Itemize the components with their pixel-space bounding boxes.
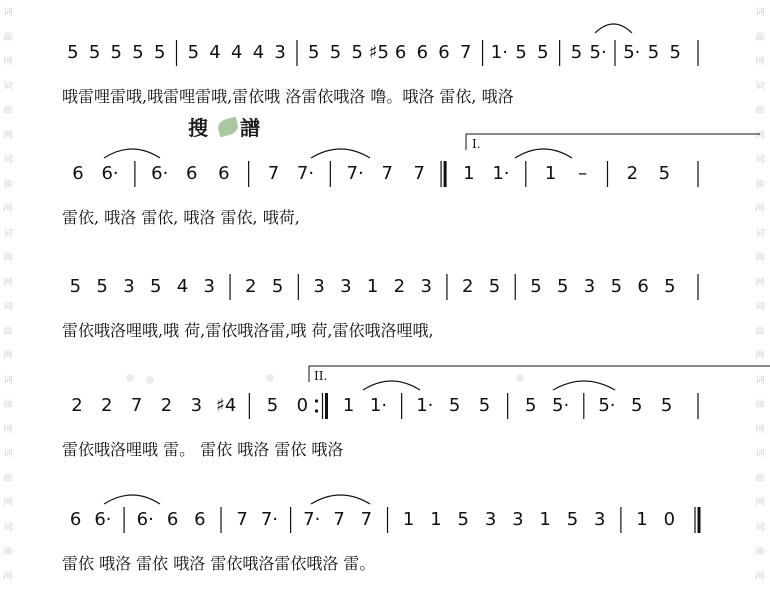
lyric-line: 雷依, 哦洛 雷依, 哦洛 雷依, 哦荷, (62, 208, 300, 227)
jianpu-note: 6· (136, 509, 154, 530)
jianpu-note: 5 (96, 276, 108, 297)
jianpu-note: 5· (589, 42, 607, 63)
jianpu-note: 2 (461, 276, 474, 297)
jianpu-note: 1· (492, 163, 510, 184)
watermark-char: 曲 (3, 400, 13, 410)
jianpu-note: 6 (72, 163, 84, 184)
watermark-char: 词 (3, 155, 13, 165)
jianpu-note: 7 (460, 42, 472, 63)
jianpu-note: 5 (351, 42, 363, 63)
jianpu-note: 1 (402, 509, 415, 530)
jianpu-note: 7· (296, 163, 315, 184)
tie-slur (311, 149, 370, 158)
watermark-char: 曲 (755, 400, 765, 410)
jianpu-note: 4 (252, 42, 265, 63)
jianpu-note: 2 (71, 395, 83, 416)
jianpu-note: 7 (333, 509, 345, 530)
jianpu-note: 7 (236, 509, 248, 530)
watermark-char: 网 (755, 424, 765, 435)
scan-artifact (266, 374, 274, 382)
jianpu-note: 5 (525, 395, 537, 416)
watermark-char: 曲 (3, 326, 13, 337)
lyric-line: 雷依哦洛哩哦,哦 荷,雷依哦洛雷,哦 荷,雷依哦洛哩哦, (62, 321, 434, 340)
jianpu-note: 5 (271, 276, 284, 297)
jianpu-note: 3 (484, 509, 497, 530)
watermark-char: 词 (3, 228, 13, 239)
leaf-icon (216, 117, 239, 138)
jianpu-note: 1 (636, 509, 648, 530)
watermark-char: 曲 (3, 106, 13, 116)
jianpu-note: 5 (660, 395, 673, 416)
watermark-char: 网 (755, 571, 765, 582)
jianpu-note: 7 (267, 163, 280, 184)
logo-char-2: 譜 (240, 116, 260, 140)
jianpu-note: ♯5 (368, 42, 389, 63)
watermark-char: 网 (755, 351, 765, 361)
scan-artifact (126, 374, 134, 382)
repeat-dot (315, 409, 318, 412)
jianpu-note: 5 (664, 276, 676, 297)
lyric-line: 哦雷哩雷哦,哦雷哩雷哦,雷依哦 洛雷依哦洛 噜。哦洛 雷依, 哦洛 (62, 87, 514, 106)
jianpu-note: 0 (296, 395, 309, 416)
jianpu-note: 2 (101, 395, 113, 416)
watermark-char: 词 (755, 228, 765, 239)
watermark-char: 网 (3, 351, 13, 361)
watermark-char: 网 (3, 130, 13, 141)
jianpu-note: 1 (544, 163, 557, 184)
jianpu-note: 6· (151, 163, 169, 184)
watermark-char: 网 (755, 498, 765, 508)
jianpu-note: 7· (303, 509, 321, 530)
watermark-char: 曲 (755, 106, 765, 116)
watermark-char: 词 (755, 375, 765, 386)
jianpu-note: 3 (313, 276, 325, 297)
tie-slur (553, 381, 615, 390)
jianpu-note: 3 (512, 509, 524, 530)
jianpu-note: 1· (490, 42, 508, 63)
jianpu-note: 5 (488, 276, 501, 297)
watermark-char: 词 (755, 522, 765, 533)
jianpu-note: 5 (153, 42, 166, 63)
watermark-char: 网 (3, 277, 13, 288)
jianpu-note: 3 (593, 509, 606, 530)
jianpu-note: 2 (245, 276, 257, 297)
jianpu-note: 2 (393, 276, 406, 297)
jianpu-note: 6 (637, 276, 649, 297)
jianpu-note: 3 (583, 276, 596, 297)
watermark-char: 词 (3, 375, 13, 386)
watermark-char: 词 (3, 81, 13, 92)
jianpu-note: 5 (631, 395, 643, 416)
jianpu-note: 3 (420, 276, 432, 297)
jianpu-note: 5 (329, 42, 342, 63)
tie-slur (104, 495, 160, 504)
watermark-char: 曲 (3, 253, 13, 263)
jianpu-note: 5 (88, 42, 101, 63)
tie-slur (311, 495, 370, 504)
jianpu-note: 6 (218, 163, 230, 184)
jianpu-note: – (578, 163, 588, 184)
tie-slur (515, 149, 572, 158)
watermark-char: 网 (3, 204, 13, 214)
jianpu-note: 5· (552, 395, 570, 416)
jianpu-note: 1 (366, 276, 379, 297)
watermark-char: 网 (755, 277, 765, 288)
watermark-char: 曲 (3, 547, 13, 557)
jianpu-note: 3 (340, 276, 352, 297)
volta-label-second: II. (314, 369, 328, 383)
jianpu-note: 5 (132, 42, 144, 63)
watermark-char: 词 (755, 302, 765, 312)
tie-slur (104, 149, 160, 158)
jianpu-note: 5 (647, 42, 660, 63)
jianpu-note: 4 (209, 42, 221, 63)
jianpu-note: 5 (515, 42, 527, 63)
jianpu-note: 2 (626, 163, 639, 184)
site-logo (188, 115, 298, 141)
jianpu-note: 5 (266, 395, 279, 416)
right-watermark-strip (752, 0, 768, 599)
jianpu-note: 1 (539, 509, 551, 530)
jianpu-note: 5· (598, 395, 616, 416)
watermark-char: 曲 (3, 179, 13, 190)
jianpu-note: 1 (430, 509, 442, 530)
jianpu-note: 5 (448, 395, 461, 416)
jianpu-note: 6 (166, 509, 179, 530)
jianpu-note: 5 (537, 42, 549, 63)
watermark-char: 词 (755, 155, 765, 165)
jianpu-note: 3 (203, 276, 215, 297)
scan-artifact (146, 376, 154, 384)
watermark-char: 词 (3, 8, 13, 18)
lyric-line: 雷依 哦洛 雷依 哦洛 雷依哦洛雷依哦洛 雷。 (62, 554, 376, 573)
jianpu-note: 7· (260, 509, 279, 530)
jianpu-note: 0 (663, 509, 676, 530)
jianpu-note: 5 (308, 42, 320, 63)
watermark-char: 曲 (755, 32, 765, 43)
watermark-char: 词 (755, 81, 765, 92)
jianpu-note: 5 (557, 276, 569, 297)
jianpu-note: 6· (94, 509, 112, 530)
watermark-char: 网 (3, 498, 13, 508)
watermark-char: 曲 (3, 473, 13, 484)
jianpu-note: 2 (160, 395, 173, 416)
jianpu-note: 1 (463, 163, 475, 184)
jianpu-note: 5 (149, 276, 162, 297)
jianpu-note: 6 (194, 509, 206, 530)
logo-char-1: 搜 (188, 116, 208, 140)
jianpu-note: 3 (190, 395, 203, 416)
jianpu-note: 5 (457, 509, 469, 530)
jianpu-note: 3 (123, 276, 135, 297)
jianpu-note: 5 (187, 42, 200, 63)
watermark-char: 曲 (755, 547, 765, 557)
jianpu-note: 3 (274, 42, 286, 63)
jianpu-note: 1· (416, 395, 434, 416)
jianpu-note: 6· (101, 163, 119, 184)
jianpu-note: 7· (346, 163, 364, 184)
watermark-char: 网 (755, 130, 765, 141)
watermark-char: 曲 (755, 253, 765, 263)
tie-slur (363, 381, 420, 390)
jianpu-note: 5 (110, 42, 122, 63)
tie-slur (595, 24, 632, 33)
jianpu-note: 6 (69, 509, 82, 530)
jianpu-note: 4 (176, 276, 189, 297)
jianpu-note: 6 (186, 163, 198, 184)
jianpu-note: 4 (231, 42, 243, 63)
watermark-char: 词 (3, 449, 13, 459)
watermark-char: 曲 (755, 473, 765, 484)
jianpu-note: 7 (413, 163, 425, 184)
jianpu-note: 5 (67, 42, 79, 63)
jianpu-note: 5 (658, 163, 671, 184)
repeat-dot (315, 399, 318, 402)
watermark-char: 网 (755, 57, 765, 67)
watermark-char: 网 (755, 204, 765, 214)
scan-artifact (516, 374, 524, 382)
jianpu-note: 5· (623, 42, 641, 63)
watermark-char: 网 (3, 424, 13, 435)
jianpu-note: 5 (610, 276, 623, 297)
jianpu-note: 7 (381, 163, 393, 184)
volta-label-first: I. (472, 137, 481, 151)
watermark-char: 词 (755, 449, 765, 459)
jianpu-note: 6 (438, 42, 450, 63)
watermark-char: 网 (3, 57, 13, 67)
jianpu-note: 7 (130, 395, 143, 416)
jianpu-note: 1 (342, 395, 355, 416)
jianpu-note: 5 (530, 276, 542, 297)
jianpu-note: ♯4 (216, 395, 237, 416)
watermark-char: 网 (3, 571, 13, 582)
watermark-char: 曲 (3, 32, 13, 43)
jianpu-note: 6 (416, 42, 429, 63)
jianpu-note: 5 (566, 509, 579, 530)
watermark-char: 曲 (755, 326, 765, 337)
watermark-char: 词 (755, 8, 765, 18)
jianpu-note: 5 (669, 42, 681, 63)
jianpu-note: 1· (369, 395, 388, 416)
watermark-char: 词 (3, 522, 13, 533)
lyric-line: 雷依哦洛哩哦 雷。 雷依 哦洛 雷依 哦洛 (62, 440, 344, 459)
watermark-char: 词 (3, 302, 13, 312)
jianpu-note: 5 (69, 276, 82, 297)
jianpu-note: 7 (360, 509, 373, 530)
watermark-char: 曲 (755, 179, 765, 190)
jianpu-note: 5 (570, 42, 583, 63)
jianpu-note: 6 (394, 42, 407, 63)
left-watermark-strip (0, 0, 16, 599)
jianpu-note: 5 (478, 395, 491, 416)
